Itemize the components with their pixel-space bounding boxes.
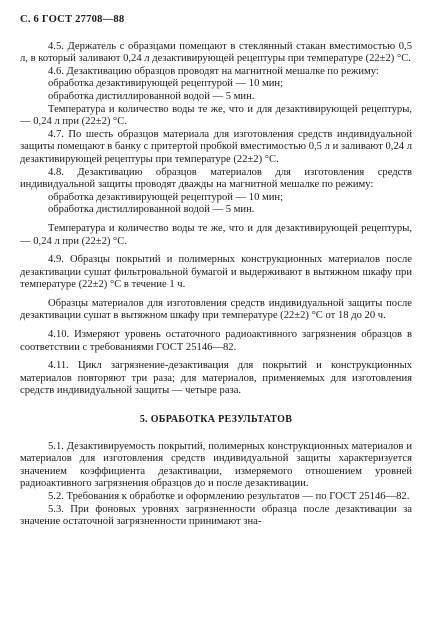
paragraph-group-d [20,441,412,529]
paragraph-4-8-mode-1: обработка дезактивирующей рецептурой — 10 мин; [48,191,284,203]
paragraph-group-a [20,41,412,217]
paragraph-5-1: 5.1. Дезактивируемость покрытий, полимерных конструкционных материалов и материалов для изготовления средств индивидуальной защиты характеризуется значением коэффициента дезактивации, измеряемого отношением уровней радиоактивного загрязнения образцов до и после дезактивации. [20,440,412,490]
paragraph-group-b [20,223,412,292]
paragraph-4-11: 4.11. Цикл загрязнение-дезактивация для покрытий и конструкционных материалов повторяют три раза; для материалов, применяемых для изготовления средств индивидуальной защиты — четыре раза. [20,360,412,397]
paragraph-4-6: 4.6. Дезактивацию образцов проводят на магнитной мешалке по режиму: [48,65,379,77]
paragraph-5-3: 5.3. При фоновых уровнях загрязненности образца после дезактивации за значение остаточной загрязненности принимают зна- [20,503,412,528]
paragraph-4-9-ppe: Образцы материалов для изготовления средств индивидуальной защиты после дезактивации сушат в вытяжном шкафу при температуре (22±2) °С от 18 до 20 ч. [20,297,412,322]
document-page [20,14,412,529]
paragraph-4-9: 4.9. Образцы покрытий и полимерных конструкционных материалов после дезактивации сушат фильтровальной бумагой и выдерживают в вытяжном шкафу при температуре (22±2) °С в течение 1 ч. [20,254,412,291]
paragraph-4-6-mode-2: обработка дистиллированной водой — 5 мин. [48,90,255,102]
paragraph-4-6-mode-1: обработка дезактивирующей рецептурой — 10 мин; [48,78,284,90]
paragraph-4-8-water: Температура и количество воды те же, что и для дезактивирующей рецептуры,— 0,24 л при (22±2) °С. [20,222,412,247]
paragraph-group-c [20,298,412,398]
paragraph-4-7: 4.7. По шесть образцов материала для изготовления средств индивидуальной защиты помещают в банку с притертой пробкой вместимостью 0,5 л и заливают 0,24 л дезактивирующей рецептуры при температуре (22±2) °С. [20,128,412,165]
paragraph-5-2: 5.2. Требования к обработке и оформлению результатов — по ГОСТ 25146—82. [48,491,410,502]
paragraph-4-8: 4.8. Дезактивацию образцов материалов для изготовления средств индивидуальной защиты проводят дважды на магнитной мешалке по режиму: [20,166,412,191]
paragraph-4-8-mode-2: обработка дистиллированной водой — 5 мин. [48,204,255,216]
section-title: 5. ОБРАБОТКА РЕЗУЛЬТАТОВ [139,414,293,426]
paragraph-4-10: 4.10. Измеряют уровень остаточного радиоактивного загрязнения образцов в соответствии с требованиями ГОСТ 25146—82. [20,329,412,353]
paragraph-4-6-water: Температура и количество воды те же, что и для дезактивирующей рецептуры,— 0,24 л при (22±2) °С. [20,103,412,128]
paragraph-4-5: 4.5. Держатель с образцами помещают в стеклянный стакан вместимостью 0,5 л, в который заливают 0,24 л дезактивирующей рецептуры при температуре (22±2) °С. [20,40,412,65]
running-header: С. 6 ГОСТ 27708—88 [20,14,125,25]
